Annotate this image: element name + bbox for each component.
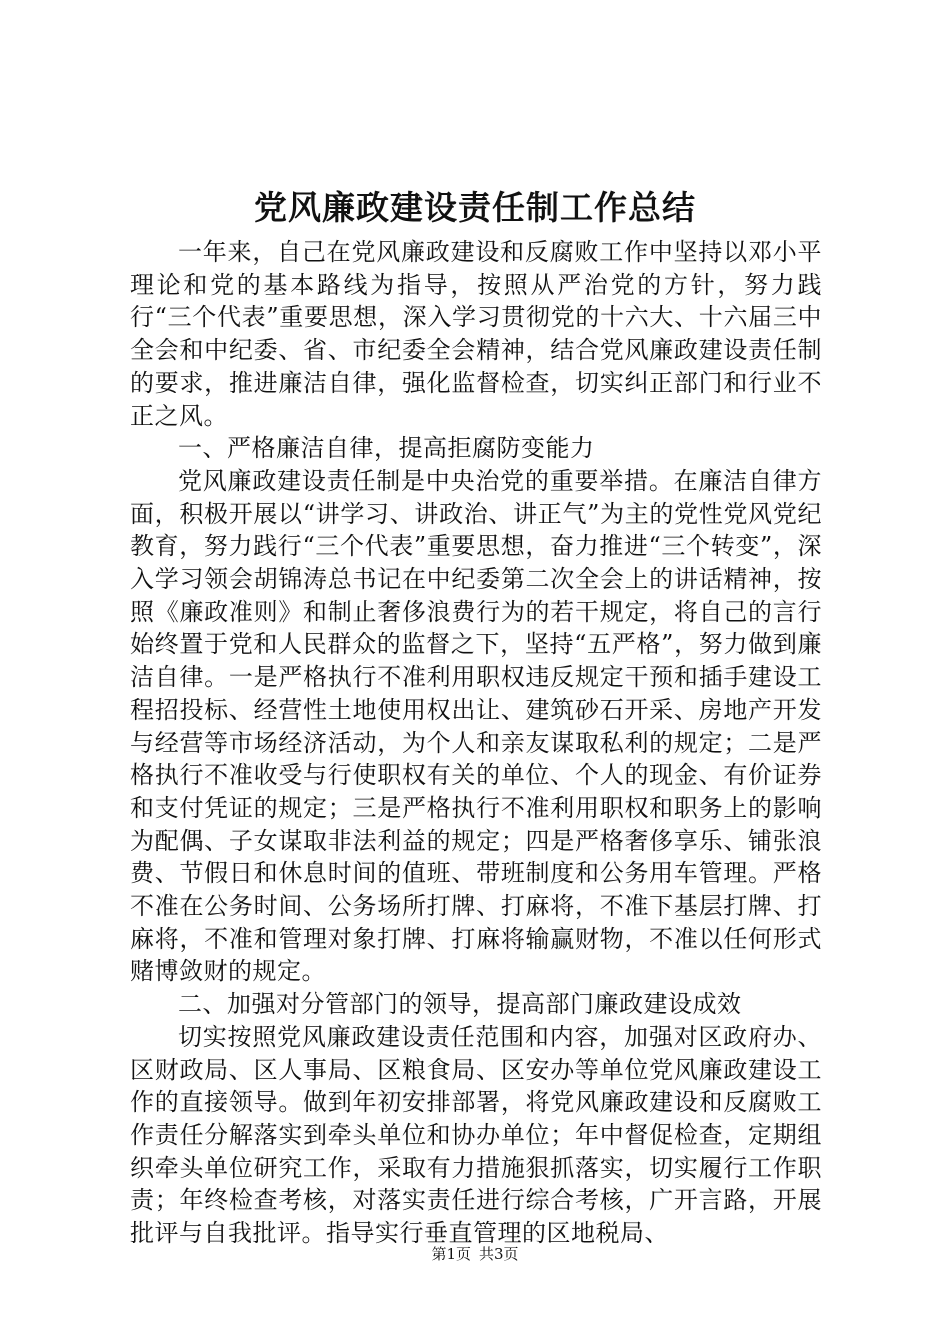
- paragraph-section-1: 党风廉政建设责任制是中央治党的重要举措。在廉洁自律方面，积极开展以“讲学习、讲政治、讲正气”为主的党性党风党纪教育，努力践行“三个代表”重要思想，奋力推进“三个转变”，深入学习领会胡锦涛总书记在中纪委第二次全会上的讲话精神，按照《廉政准则》和制止奢侈浪费行为的若干规定，将自己的言行始终置于党和人民群众的监督之下，坚持“五严格”，努力做到廉洁自律。一是严格执行不准利用职权违反规定干预和插手建设工程招投标、经营性土地使用权出让、建筑砂石开采、房地产开发与经营等市场经济活动，为个人和亲友谋取私利的规定；二是严格执行不准收受与行使职权有关的单位、个人的现金、有价证券和支付凭证的规定；三是严格执行不准利用职权和职务上的影响为配偶、子女谋取非法利益的规定；四是严格奢侈享乐、铺张浪费、节假日和休息时间的值班、带班制度和公务用车管理。严格不准在公务时间、公务场所打牌、打麻将，不准下基层打牌、打麻将，不准和管理对象打牌、打麻将输赢财物，不准以任何形式赌博敛财的规定。: [130, 466, 822, 986]
- page-footer: [0, 1244, 950, 1264]
- page-number: 第1页: [431, 1245, 471, 1263]
- paragraph-intro: 一年来，自己在党风廉政建设和反腐败工作中坚持以邓小平理论和党的基本路线为指导，按照从严治党的方针，努力践行“三个代表”重要思想，深入学习贯彻党的十六大、十六届三中全会和中纪委、省、市纪委全会精神，结合党风廉政建设责任制的要求，推进廉洁自律，强化监督检查，切实纠正部门和行业不正之风。: [130, 238, 822, 430]
- page-total: 共3页: [479, 1245, 519, 1263]
- document-body: [130, 236, 822, 1250]
- section-heading-2: 二、加强对分管部门的领导，提高部门廉政建设成效: [178, 990, 742, 1019]
- paragraph-section-2: 切实按照党风廉政建设责任范围和内容，加强对区政府办、区财政局、区人事局、区粮食局、区安办等单位党风廉政建设工作的直接领导。做到年初安排部署，将党风廉政建设和反腐败工作责任分解落实到牵头单位和协办单位；年中督促检查，定期组织牵头单位研究工作，采取有力措施狠抓落实，切实履行工作职责；年终检查考核，对落实责任进行综合考核，广开言路，开展批评与自我批评。指导实行垂直管理的区地税局、: [130, 1022, 822, 1248]
- section-heading-1: 一、严格廉洁自律，提高拒腐防变能力: [178, 434, 595, 463]
- document-title: 党风廉政建设责任制工作总结: [254, 188, 696, 227]
